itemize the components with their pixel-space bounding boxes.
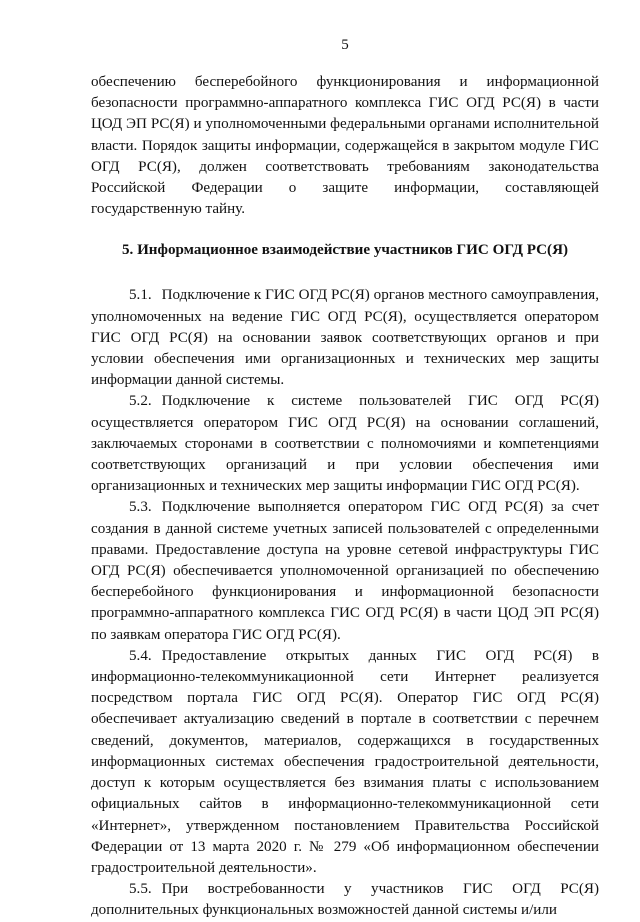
clause-5-1 [91, 285, 599, 391]
section-heading: 5. Информационное взаимодействие участников ГИС ОГД РС(Я) [121, 242, 569, 259]
clause-5-2 [91, 391, 599, 497]
intro-paragraph: обеспечению бесперебойного функционирования и информационной безопасности программно-аппаратного комплекса ГИС ОГД РС(Я) в части ЦОД ЭП РС(Я) и уполномоченными федеральными органами исполнительной власти. Порядок защиты информации, содержащейся в закрытом модуле ГИС ОГД РС(Я), должен соответствовать требованиям законодательства Российской Федерации о защите информации, составляющей государственную тайну. [91, 74, 599, 218]
clause-5-4 [91, 646, 599, 879]
clause-text: Подключение к системе пользователей ГИС ОГД РС(Я) осуществляется оператором ГИС ОГД РС(Я) на основании соглашений, заключаемых сторонами в соответствии с полномочиями и компетенциями соответствующих организаций и при условии обеспечения ими организационных и технических мер защиты информации ГИС ОГД РС(Я). [91, 393, 599, 495]
page-number: 5 [341, 37, 349, 53]
clause-text: При востребованности у участников ГИС ОГД РС(Я) дополнительных функциональных возможностей данной системы и/или [91, 881, 599, 919]
clause-number: 5.4. [129, 647, 152, 664]
clause-number: 5.3. [129, 499, 152, 516]
document-page [91, 36, 599, 922]
clause-number: 5.2. [129, 393, 152, 410]
clause-number: 5.5. [129, 881, 152, 898]
clause-number: 5.1. [129, 287, 152, 304]
clause-text: Подключение к ГИС ОГД РС(Я) органов местного самоуправления, уполномоченных на ведение ГИС ОГД РС(Я), осуществляется оператором ГИС ОГД РС(Я) на основании заявок соответствующих органов и при условии обеспечения ими организационных и технических мер защиты информации данной системы. [91, 287, 599, 389]
clause-text: Предоставление открытых данных ГИС ОГД РС(Я) в информационно-телекоммуникационной сети Интернет реализуется посредством портала ГИС ОГД РС(Я). Оператор ГИС ОГД РС(Я) обеспечивает актуализацию сведений в портале в соответствии с перечнем сведений, документов, материалов, содержащихся в государственных информационных системах обеспечения градостроительной деятельности, доступ к которым осуществляется без взимания платы с использованием официальных сайтов в информационно-телекоммуникационной сети «Интернет», утвержденном постановлением Правительства Российской Федерации от 13 марта 2020 г. № 279 «Об информационном обеспечении градостроительной деятельности». [91, 647, 599, 876]
clause-text: Подключение выполняется оператором ГИС ОГД РС(Я) за счет создания в данной системе учетных записей пользователей с определенными правами. Предоставление доступа на уровне сетевой инфраструктуры ГИС ОГД РС(Я) обеспечивается уполномоченной организацией по обеспечению бесперебойного функционирования и информационной безопасности программно-аппаратного комплекса ГИС ОГД РС(Я) в части ЦОД ЭП РС(Я) по заявкам оператора ГИС ОГД РС(Я). [91, 499, 599, 643]
clause-5-5 [91, 879, 599, 921]
clause-5-3 [91, 497, 599, 645]
